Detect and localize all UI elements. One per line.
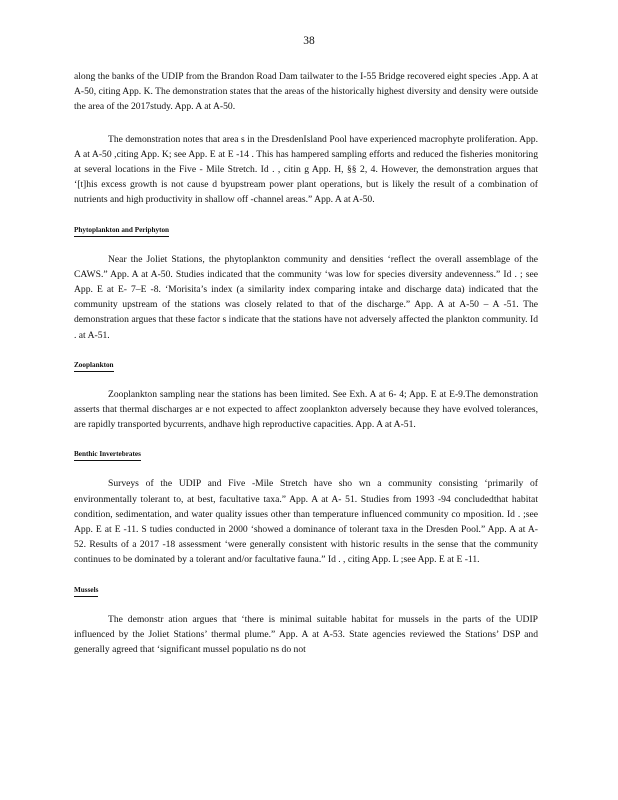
section-heading-phytoplankton: Phytoplankton and Periphyton — [74, 225, 538, 237]
paragraph-macrophyte: The demonstration notes that area s in the DresdenIsland Pool have experienced macrophyte proliferation. App. A at A-50 ,citing App. K; see App. E at E -14 . This has hampered sampling efforts and reduced the fisheries monitoring at several locations in the Five - Mile Stretch. Id . , citin g App. H, §§ 2, 4. However, the demonstration argues that ‘[t]his excess growth is not cause d byupstream power plant operations, but is likely the result of a combination of nutrients and high productivity in shallow off -channel areas.” App. A at A-50. — [74, 133, 538, 206]
paragraph-zooplankton: Zooplankton sampling near the stations has been limited. See Exh. A at 6- 4; App. E at E-9.The demonstration asserts that thermal discharges ar e not expected to affect zooplankton adversely because they have evolved tolerances, are rapidly transported bycurrents, andhave high reproductive capacities. App. A at A-51. — [74, 388, 538, 431]
page-number: 38 — [303, 35, 315, 47]
paragraph-phytoplankton: Near the Joliet Stations, the phytoplankton community and densities ‘reflect the overall assemblage of the CAWS.” App. A at A-50. Studies indicated that the community ‘was low for species diversity andevenness.” Id . ; see App. E at E- 7–E -8. ‘Morisita’s index (a similarity index comparing intake and discharge data) indicated that the community upstream of the stations was closely related to that of the discharge.” App. A at A-50 – A -51. The demonstration argues that these factor s indicate that the stations have not adversely affected the plankton community. Id . at A-51. — [74, 253, 538, 341]
document-body — [74, 69, 538, 657]
section-heading-benthic: Benthic Invertebrates — [74, 449, 538, 461]
paragraph-benthic: Surveys of the UDIP and Five -Mile Stretch have sho wn a community consisting ‘primarily of environmentally tolerant to, at best, facultative taxa.” App. A at A- 51. Studies from 1993 -94 concludedthat habitat condition, sedimentation, and water quality issues other than temperature influenced community co mposition. Id . ;see App. E at E -11. S tudies conducted in 2000 ‘showed a dominance of tolerant taxa in the Dresden Pool.” App. A at A- 52. Results of a 2017 -18 assessment ‘were generally consistent with historic results in the sense that the community continues to be dominated by a tolerant and/or facultative fauna.” Id . , citing App. L ;see App. E at E -11. — [74, 478, 538, 566]
section-heading-mussels: Mussels — [74, 585, 538, 597]
paragraph-udip-survey: along the banks of the UDIP from the Brandon Road Dam tailwater to the I-55 Bridge recovered eight species .App. A at A-50, citing App. K. The demonstration states that the areas of the historically highest diversity and density were outside the area of the 2017study. App. A at A-50. — [74, 71, 538, 113]
section-heading-zooplankton: Zooplankton — [74, 360, 538, 372]
paragraph-mussels: The demonstr ation argues that ‘there is minimal suitable habitat for mussels in the parts of the UDIP influenced by the Joliet Stations’ thermal plume.” App. A at A-53. State agencies reviewed the Stations’ DSP and generally agreed that ‘significant mussel populatio ns do not — [74, 613, 538, 656]
